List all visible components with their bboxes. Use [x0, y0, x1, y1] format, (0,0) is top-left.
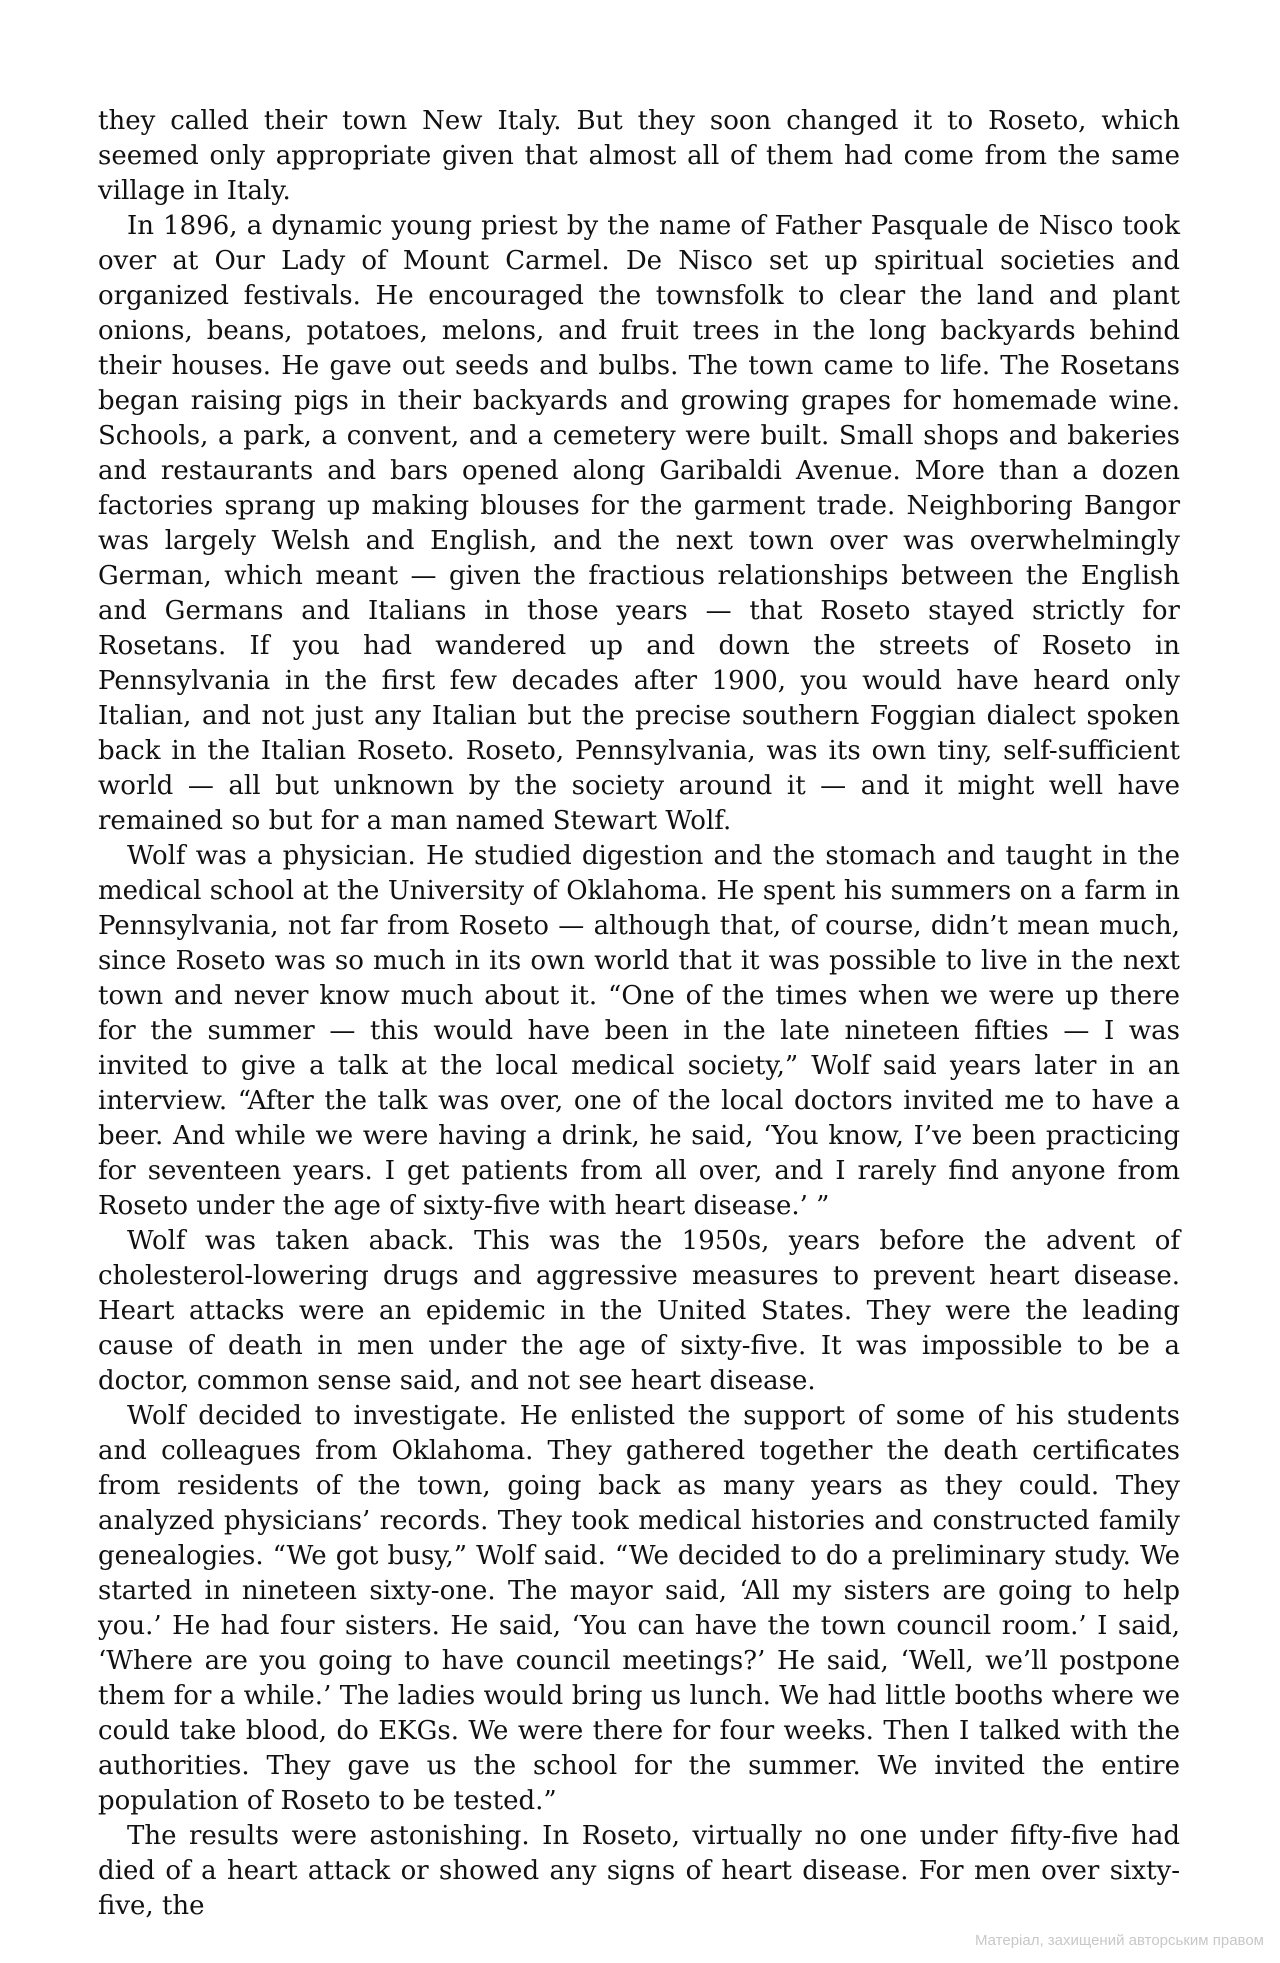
book-page-text [98, 104, 1180, 1924]
paragraph-stewart-wolf: Wolf was a physician. He studied digestion and the stomach and taught in the medical school at the University of Oklahoma. He spent his summers on a farm in Pennsylvania, not far from Roseto — although that, of course, didn’t mean much, since Roseto was so much in its own world that it was possible to live in the next town and never know much about it. “One of the times when we were up there for the summer — this would have been in the late nineteen fifties — I was invited to give a talk at the local medical society,” Wolf said years later in an interview. “After the talk was over, one of the local doctors invited me to have a beer. And while we were having a drink, he said, ‘You know, I’ve been practicing for seventeen years. I get patients from all over, and I rarely find anyone from Roseto under the age of sixty-five with heart disease.’ ” [98, 841, 1180, 1221]
copyright-watermark: Матеріал, захищений авторським правом [974, 1932, 1264, 1949]
paragraph-father-de-nisco: In 1896, a dynamic young priest by the name of Father Pasquale de Nisco took over at Our Lady of Mount Carmel. De Nisco set up spiritual societies and organized festivals. He encouraged the townsfolk to clear the land and plant onions, beans, potatoes, melons, and fruit trees in the long backyards behind their houses. He gave out seeds and bulbs. The town came to life. The Rosetans began raising pigs in their backyards and growing grapes for homemade wine. Schools, a park, a convent, and a cemetery were built. Small shops and bakeries and restaurants and bars opened along Garibaldi Avenue. More than a dozen factories sprang up making blouses for the garment trade. Neighboring Bangor was largely Welsh and English, and the next town over was overwhelmingly German, which meant — given the fractious relationships between the English and Germans and Italians in those years — that Roseto stayed strictly for Rosetans. If you had wandered up and down the streets of Roseto in Pennsylvania in the first few decades after 1900, you would have heard only Italian, and not just any Italian but the precise southern Foggian dialect spoken back in the Italian Roseto. Roseto, Pennsylvania, was its own tiny, self-sufficient world — all but unknown by the society around it — and it might well have remained so but for a man named Stewart Wolf. [98, 211, 1180, 836]
paragraph-investigation: Wolf decided to investigate. He enlisted the support of some of his students and colleagues from Oklahoma. They gathered together the death certificates from residents of the town, going back as many years as they could. They analyzed physicians’ records. They took medical histories and constructed family genealogies. “We got busy,” Wolf said. “We decided to do a preliminary study. We started in nineteen sixty-one. The mayor said, ‘All my sisters are going to help you.’ He had four sisters. He said, ‘You can have the town council room.’ I said, ‘Where are you going to have council meetings?’ He said, ‘Well, we’ll postpone them for a while.’ The ladies would bring us lunch. We had little booths where we could take blood, do EKGs. We were there for four weeks. Then I talked with the authorities. They gave us the school for the summer. We invited the entire population of Roseto to be tested.” [98, 1401, 1180, 1816]
paragraph-continuation: they called their town New Italy. But they soon changed it to Roseto, which seemed only appropriate given that almost all of them had come from the same village in Italy. [98, 106, 1180, 206]
paragraph-taken-aback: Wolf was taken aback. This was the 1950s, years before the advent of cholesterol-lowering drugs and aggressive measures to prevent heart disease. Heart attacks were an epidemic in the United States. They were the leading cause of death in men under the age of sixty-five. It was impossible to be a doctor, common sense said, and not see heart disease. [98, 1226, 1180, 1396]
paragraph-results: The results were astonishing. In Roseto, virtually no one under fifty-five had died of a heart attack or showed any signs of heart disease. For men over sixty-five, the [98, 1821, 1180, 1921]
